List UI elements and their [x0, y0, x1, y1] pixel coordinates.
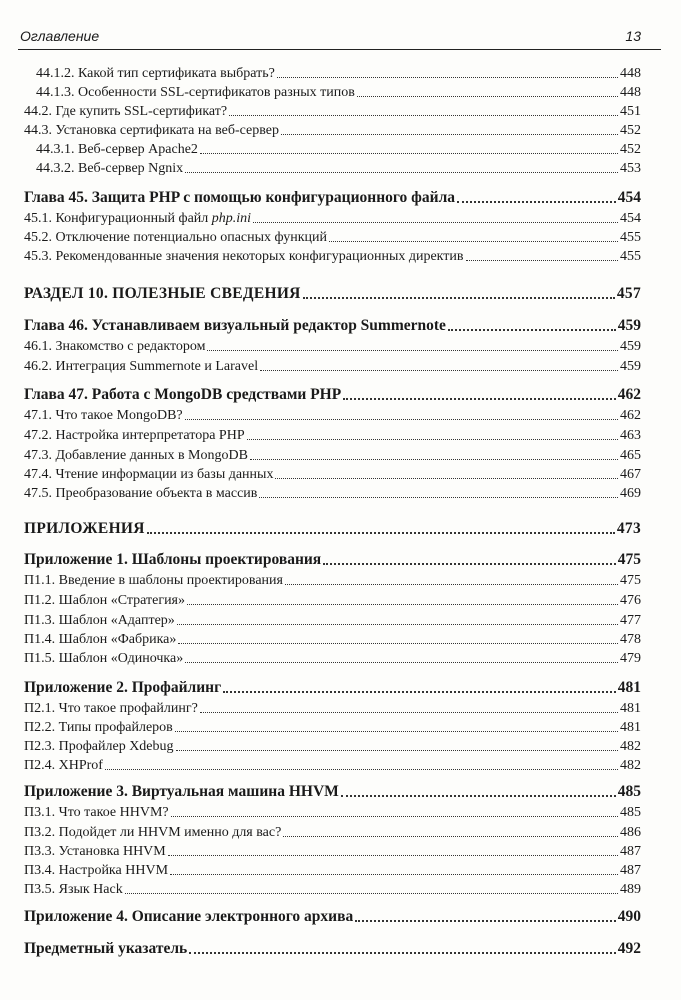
toc-chapter-page: 485: [617, 783, 641, 800]
toc-entry: [24, 463, 641, 483]
toc-entry: [24, 628, 641, 648]
toc-entry-page: 467: [620, 467, 641, 482]
leader-dots: [175, 731, 618, 732]
toc-entry-title: 47.3. Добавление данных в MongoDB: [24, 448, 248, 463]
leader-dots: [168, 855, 618, 856]
toc-entry-title: 44.2. Где купить SSL-сертификат?: [24, 104, 228, 119]
toc-chapter: [24, 906, 641, 926]
leader-dots: [285, 584, 618, 585]
toc-chapter-title: Глава 45. Защита PHP с помощью конфигурационного файла: [24, 189, 456, 206]
toc-entry-page: 481: [620, 701, 641, 716]
toc-entry-page: 463: [620, 428, 641, 443]
leader-dots: [281, 134, 618, 135]
toc-entry-title: 44.3.2. Веб-сервер Ngnix: [36, 161, 184, 176]
toc-entry-page: 459: [620, 339, 641, 354]
toc-chapter-title: Приложение 4. Описание электронного архива: [24, 908, 354, 925]
toc-entry: [24, 119, 641, 139]
toc-entry-title: П1.2. Шаблон «Стратегия»: [24, 593, 185, 608]
toc-entry-page: 454: [620, 211, 641, 226]
toc-entry-title: П3.5. Язык Hack: [24, 882, 123, 897]
toc-entry: [36, 62, 641, 82]
toc-entry-title: 45.3. Рекомендованные значения некоторых конфигурационных директив: [24, 249, 464, 264]
toc-chapter-page: 475: [617, 551, 641, 568]
toc-chapter-title: Глава 46. Устанавливаем визуальный редактор Summernote: [24, 317, 446, 334]
toc-entry-title: 47.5. Преобразование объекта в массив: [24, 486, 258, 501]
toc-entry-title: 46.1. Знакомство с редактором: [24, 339, 206, 354]
leader-dots: [357, 96, 618, 97]
toc-entry-title: П1.3. Шаблон «Адаптер»: [24, 613, 175, 628]
toc-part: [24, 518, 641, 538]
toc-entry-title: П2.4. XHProf: [24, 758, 103, 773]
header-rule: [18, 49, 661, 50]
toc-entry: [24, 754, 641, 774]
toc-entry: [24, 878, 641, 898]
toc-entry-page: 487: [620, 844, 641, 859]
leader-dots: [323, 563, 616, 565]
toc-chapter-title: Приложение 3. Виртуальная машина HHVM: [24, 783, 339, 800]
toc-entry-title: 46.2. Интеграция Summernote и Laravel: [24, 359, 259, 374]
toc-chapter-title: Предметный указатель: [24, 940, 188, 957]
leader-dots: [275, 478, 618, 479]
toc-entry-page: 448: [620, 85, 641, 100]
leader-dots: [185, 662, 618, 663]
toc-entry-page: 451: [620, 104, 641, 119]
toc-entry: [24, 735, 641, 755]
leader-dots: [178, 643, 618, 644]
toc-entry-page: 485: [620, 805, 641, 820]
leader-dots: [125, 893, 618, 894]
toc-entry-page: 453: [620, 161, 641, 176]
toc-entry-page: 455: [620, 249, 641, 264]
toc-chapter-page: 492: [617, 940, 641, 957]
toc-entry-title: П1.1. Введение в шаблоны проектирования: [24, 573, 283, 588]
running-header: [20, 28, 661, 48]
toc-entry: [24, 609, 641, 629]
toc-entry: [24, 355, 641, 375]
leader-dots: [277, 77, 618, 78]
leader-dots: [355, 920, 616, 922]
toc-entry-title: П2.3. Профайлер Xdebug: [24, 739, 174, 754]
toc-entry-page: 452: [620, 123, 641, 138]
toc-entry-title: П3.4. Настройка HHVM: [24, 863, 169, 878]
toc-entry-title: 47.1. Что такое MongoDB?: [24, 408, 183, 423]
toc-entry-title: 45.2. Отключение потенциально опасных функций: [24, 230, 328, 245]
leader-dots: [283, 836, 618, 837]
toc-entry: [24, 207, 641, 227]
toc-entry-page: 482: [620, 758, 641, 773]
toc-entry-page: 479: [620, 651, 641, 666]
toc-chapter: [24, 384, 641, 404]
toc-entry: [24, 840, 641, 860]
toc-chapter-page: 459: [617, 317, 641, 334]
toc-entry: [36, 138, 641, 158]
toc-entry-title: 44.1.3. Особенности SSL-сертификатов разных типов: [36, 85, 355, 100]
toc-chapter: [24, 187, 641, 207]
toc-chapter-title: Приложение 1. Шаблоны проектирования: [24, 551, 322, 568]
toc-entry-title: П3.3. Установка HHVM: [24, 844, 166, 859]
toc-entry: [24, 647, 641, 667]
leader-dots: [341, 795, 616, 797]
toc-entry-title: 44.1.2. Какой тип сертификата выбрать?: [36, 66, 275, 81]
leader-dots: [329, 241, 618, 242]
toc-entry-page: 462: [620, 408, 641, 423]
toc-chapter: [24, 315, 641, 335]
leader-dots: [105, 769, 618, 770]
leader-dots: [457, 201, 616, 203]
toc-chapter-page: 462: [617, 386, 641, 403]
toc-entry-title: П3.2. Подойдет ли HHVM именно для вас?: [24, 825, 282, 840]
toc-entry: [24, 821, 641, 841]
leader-dots: [207, 350, 618, 351]
toc-entry-title: П2.2. Типы профайлеров: [24, 720, 173, 735]
leader-dots: [247, 439, 618, 440]
leader-dots: [187, 604, 618, 605]
leader-dots: [189, 952, 616, 954]
leader-dots: [147, 532, 615, 534]
leader-dots: [303, 297, 615, 299]
leader-dots: [250, 459, 618, 460]
leader-dots: [260, 370, 618, 371]
toc-entry-page: 481: [620, 720, 641, 735]
toc-entry: [24, 444, 641, 464]
toc-entry: [24, 801, 641, 821]
running-header-title: Оглавление: [20, 28, 100, 44]
toc-chapter-page: 490: [617, 908, 641, 925]
leader-dots: [259, 497, 618, 498]
toc-entry-page: 487: [620, 863, 641, 878]
toc-chapter-page: 454: [617, 189, 641, 206]
toc-entry-title: [24, 211, 253, 227]
toc-entry-page: 475: [620, 573, 641, 588]
toc-entry-page: 489: [620, 882, 641, 897]
toc-entry-page: 455: [620, 230, 641, 245]
leader-dots: [466, 260, 618, 261]
toc-entry-title-text: 45.1. Конфигурационный файл: [24, 211, 212, 226]
toc-entry: [36, 157, 641, 177]
toc-entry: [24, 424, 641, 444]
toc-chapter: [24, 781, 641, 801]
toc-entry-title: П2.1. Что такое профайлинг?: [24, 701, 198, 716]
toc-entry: [24, 100, 641, 120]
toc-entry-title: П1.4. Шаблон «Фабрика»: [24, 632, 177, 647]
toc-part-title: ПРИЛОЖЕНИЯ: [24, 520, 145, 537]
toc-chapter-page: 481: [617, 679, 641, 696]
toc-entry-title-filename: php.ini: [211, 211, 252, 226]
leader-dots: [176, 750, 618, 751]
leader-dots: [253, 222, 618, 223]
toc-entry: [24, 404, 641, 424]
toc-chapter: [24, 938, 641, 958]
toc-entry-title: П1.5. Шаблон «Одиночка»: [24, 651, 184, 666]
toc-chapter: [24, 549, 641, 569]
toc-part-page: 457: [616, 285, 641, 302]
leader-dots: [223, 691, 616, 693]
running-header-page-number: 13: [625, 28, 641, 44]
toc-entry-page: 482: [620, 739, 641, 754]
leader-dots: [200, 153, 618, 154]
toc-entry: [24, 859, 641, 879]
toc-entry: [24, 569, 641, 589]
toc-entry-page: 469: [620, 486, 641, 501]
toc-entry: [24, 482, 641, 502]
toc-part: [24, 283, 641, 303]
leader-dots: [185, 172, 618, 173]
leader-dots: [185, 419, 618, 420]
toc-part-page: 473: [616, 520, 641, 537]
toc-entry-page: 448: [620, 66, 641, 81]
toc-entry: [24, 245, 641, 265]
toc-chapter: [24, 677, 641, 697]
toc-entry: [24, 589, 641, 609]
toc-entry-page: 486: [620, 825, 641, 840]
toc-entry-page: 465: [620, 448, 641, 463]
leader-dots: [448, 329, 616, 331]
leader-dots: [229, 115, 618, 116]
toc-chapter-title: Глава 47. Работа с MongoDB средствами PHP: [24, 386, 342, 403]
toc-entry-page: 476: [620, 593, 641, 608]
toc-entry: [24, 226, 641, 246]
toc-entry: [24, 697, 641, 717]
toc-entry-page: 478: [620, 632, 641, 647]
toc-chapter-title: Приложение 2. Профайлинг: [24, 679, 222, 696]
toc-entry-page: 459: [620, 359, 641, 374]
leader-dots: [171, 816, 618, 817]
toc-entry-title: П3.1. Что такое HHVM?: [24, 805, 169, 820]
toc-entry-title: 47.4. Чтение информации из базы данных: [24, 467, 274, 482]
leader-dots: [177, 624, 618, 625]
toc-entry-title: 44.3. Установка сертификата на веб-сервер: [24, 123, 279, 138]
toc-entry-title: 44.3.1. Веб-сервер Apache2: [36, 142, 198, 157]
toc-entry: [36, 81, 641, 101]
toc-entry: [24, 716, 641, 736]
toc-entry: [24, 335, 641, 355]
toc-entry-page: 452: [620, 142, 641, 157]
leader-dots: [170, 874, 618, 875]
leader-dots: [343, 398, 616, 400]
toc-part-title: РАЗДЕЛ 10. ПОЛЕЗНЫЕ СВЕДЕНИЯ: [24, 285, 301, 302]
toc-entry-page: 477: [620, 613, 641, 628]
toc-entry-title: 47.2. Настройка интерпретатора PHP: [24, 428, 245, 443]
leader-dots: [200, 712, 618, 713]
